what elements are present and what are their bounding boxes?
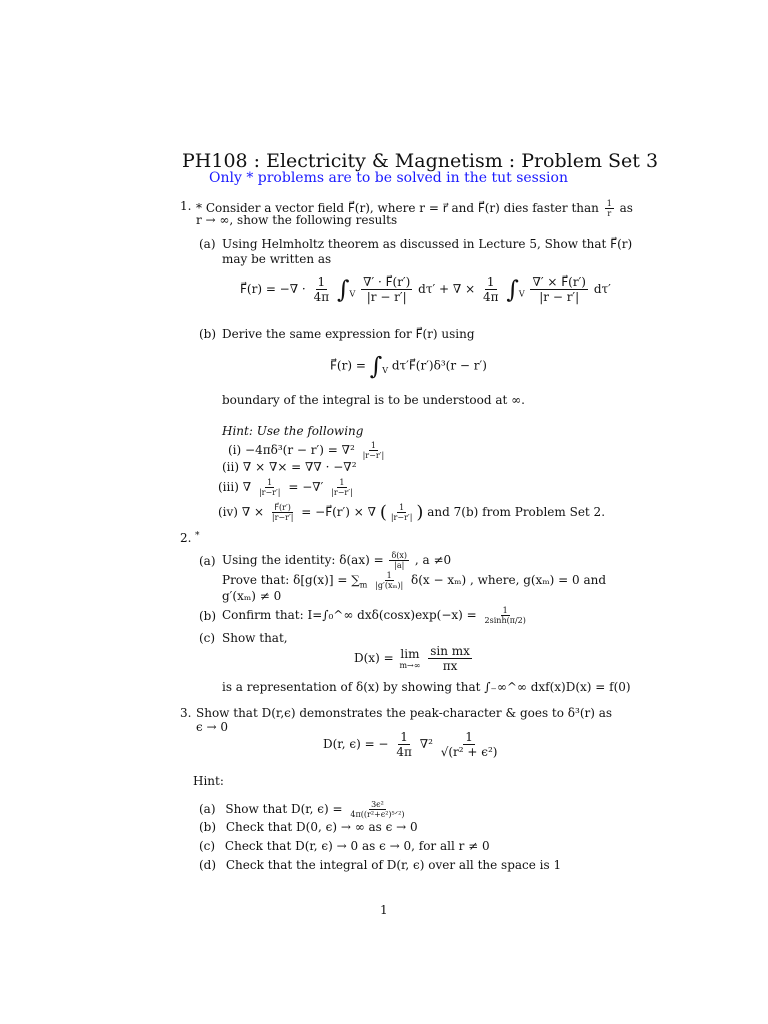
q2b-statement (222, 606, 530, 625)
frac-num: 1 (606, 199, 612, 208)
eq1-frac4 (530, 275, 588, 304)
eq2-lhs: F⃗(r) = (330, 358, 366, 373)
q3-eq-mid: ∇² (419, 737, 433, 751)
eq1-frac1 (312, 275, 332, 304)
q2-star: * (195, 531, 200, 541)
hint-frac (270, 503, 296, 522)
q3-eq-lhs: D(r, ϵ) = − (323, 737, 389, 751)
dirac-limit-equation (354, 644, 474, 673)
eq1-lhs: F⃗(r) = −∇ · (240, 282, 306, 296)
q1-line1-end: as (619, 201, 633, 215)
item-text: Check that D(0, ϵ) → ∞ as ϵ → 0 (225, 820, 418, 834)
frac-num: 1 (267, 478, 273, 487)
frac-den: 4π (396, 745, 412, 759)
hint-label: (ii) (222, 460, 240, 474)
q2a-identity (222, 551, 451, 570)
frac-den: |r−r′| (390, 513, 413, 522)
frac-num: δ(x) (391, 551, 408, 560)
q2a-condition: g′(xₘ) ≠ 0 (222, 589, 282, 603)
frac-num: 1 (400, 730, 408, 744)
hint-heading: Hint: Use the following (222, 424, 364, 438)
hint-label: (iv) (218, 505, 238, 519)
q2a-label: (a) (199, 554, 216, 568)
q3-line1: Show that D(r,ϵ) demonstrates the peak-character & goes to δ³(r) as (196, 706, 613, 720)
q2a-prove-text: Prove that: δ[g(x)] = ∑ (222, 573, 360, 587)
frac-num: ∇′ · F⃗(r′) (363, 275, 411, 289)
q1-one-over-r (605, 199, 614, 218)
lim-word: lim (400, 647, 420, 661)
q1b-label: (b) (199, 327, 217, 341)
integral-sign: ∫ (369, 352, 383, 380)
limit (399, 647, 420, 670)
q1a-text-line1: Using Helmholtz theorem as discussed in Lecture 5, Show that F⃗(r) (222, 237, 633, 251)
frac-num: 1 (399, 503, 405, 512)
q3-number: 3. (180, 706, 192, 720)
frac-den: √(r² + ϵ²) (440, 745, 498, 759)
q1a-text-line2: may be written as (222, 252, 332, 266)
q2a-prove-frac (373, 571, 405, 590)
item-text: Check that the integral of D(r, ϵ) over all the space is 1 (225, 858, 562, 872)
frac-den: πx (442, 659, 458, 673)
page-title: PH108 : Electricity & Magnetism : Problem Set 3 (182, 150, 659, 172)
q1-statement-line2: r → ∞, show the following results (196, 213, 398, 227)
integral-sign: ∫ (506, 275, 519, 304)
integral-domain: V (349, 289, 356, 299)
frac-num: 1 (370, 441, 376, 450)
hint-text: −4πδ³(r − r′) = ∇² (245, 443, 355, 457)
frac-den: |r−r′| (331, 488, 353, 497)
eq1-frac3 (481, 275, 501, 304)
q3-hint-heading: Hint: (193, 774, 224, 788)
sum-index: m (359, 580, 368, 590)
q2a-prove-after: δ(x − xₘ) , where, g(xₘ) = 0 and (411, 573, 607, 587)
frac-den: 4π (313, 290, 330, 304)
q2c-lhs: D(x) = (354, 651, 394, 665)
frac-den: 4π((r²+ϵ²)⁵ᐟ²) (350, 810, 405, 819)
hint-ii (222, 460, 357, 475)
frac-num: 1 (465, 730, 473, 744)
frac-num: 3ϵ² (371, 800, 384, 809)
item-label: (d) (199, 858, 217, 872)
item-label: (a) (199, 802, 216, 816)
q2c-representation: is a representation of δ(x) by showing that ∫₋∞^∞ dxf(x)D(x) = f(0) (222, 680, 631, 694)
frac-den: |r−r′| (271, 513, 294, 522)
q2a-after: , a ≠0 (414, 553, 452, 567)
frac-num: F⃗(r′) (274, 503, 291, 512)
frac-den: |r − r′| (539, 290, 580, 304)
q3-eq-frac2 (439, 730, 500, 759)
item-label: (b) (199, 820, 217, 834)
hint-label: (iii) (218, 480, 239, 494)
hint-after: = −∇′ (288, 480, 324, 494)
paren-open: ( (379, 502, 387, 523)
q2-number: 2. (180, 531, 192, 545)
q1-number: 1. (180, 199, 192, 213)
hint-label: (i) (228, 443, 242, 457)
q1-line1-text: * Consider a vector field F⃗(r), where r = r⃗ and F⃗(r) dies faster than (196, 201, 599, 215)
eq1-mid: dτ′ + ∇ × (418, 282, 476, 296)
item-label: (c) (199, 839, 216, 853)
frac-num: 1 (502, 606, 508, 615)
hint-i (228, 441, 388, 460)
hint-after: = −F⃗(r′) × ∇ (301, 505, 376, 519)
hint-frac (361, 441, 387, 460)
q3-item-d (199, 858, 561, 873)
integral-domain: V (518, 289, 525, 299)
q1b-text: Derive the same expression for F⃗(r) using (222, 327, 475, 341)
eq2-rhs: dτ′F⃗(r′)δ³(r − r′) (391, 358, 487, 373)
q2c-label: (c) (199, 631, 216, 645)
hint-frac2 (329, 478, 355, 497)
frac-den: |a| (394, 561, 405, 570)
hint-text: ∇ (242, 480, 252, 494)
lim-sub: m→∞ (399, 661, 421, 670)
hint-text: ∇ × ∇× = ∇∇ · −∇² (242, 460, 357, 474)
q2c-frac (428, 644, 472, 673)
q3-line2: ϵ → 0 (196, 720, 229, 734)
frac-den: |r−r′| (362, 451, 385, 460)
q2b-frac (483, 606, 528, 625)
item-text: Check that D(r, ϵ) → 0 as ϵ → 0, for all r ≠ 0 (224, 839, 490, 853)
q2b-label: (b) (199, 609, 217, 623)
paren-close: ) (416, 502, 424, 523)
item-text: Show that D(r, ϵ) = (225, 802, 343, 816)
hint-frac (257, 478, 283, 497)
hint-iv (218, 503, 605, 522)
hint-tail: and 7(b) from Problem Set 2. (427, 505, 606, 519)
frac-num: 1 (339, 478, 345, 487)
boundary-note: boundary of the integral is to be understood at ∞. (222, 393, 525, 407)
page-number: 1 (380, 903, 388, 917)
item-frac (348, 800, 406, 819)
integral-sign: ∫ (336, 275, 350, 304)
frac-num: 1 (486, 275, 495, 289)
q1a-label: (a) (199, 237, 216, 251)
frac-den: 4π (482, 290, 499, 304)
q3-item-b (199, 820, 418, 835)
q2a-frac (389, 551, 409, 570)
integral-domain: V (382, 365, 388, 375)
peak-function-equation (323, 730, 502, 759)
frac-den: |r−r′| (258, 488, 281, 497)
q3-item-c (199, 839, 490, 854)
q2c-text: Show that, (222, 631, 288, 645)
frac-den: |r − r′| (366, 290, 407, 304)
eq1-frac2 (361, 275, 412, 304)
frac-den: 2sinh(π/2) (484, 616, 526, 625)
delta-representation-equation (330, 352, 487, 380)
eq1-end: dτ′ (593, 282, 611, 296)
frac-num: 1 (386, 571, 392, 580)
hint-text: ∇ × (241, 505, 265, 519)
tut-session-note: Only * problems are to be solved in the tut session (209, 170, 568, 186)
q3-eq-frac1 (394, 730, 414, 759)
frac-num: ∇′ × F⃗(r′) (532, 275, 586, 289)
hint-iii (218, 478, 357, 497)
frac-num: 1 (317, 275, 326, 289)
q3-item-a (199, 800, 408, 819)
frac-num: sin mx (430, 644, 470, 658)
frac-den: r (607, 209, 612, 218)
q2a-text: Using the identity: δ(ax) = (222, 553, 384, 567)
hint-frac2 (389, 503, 415, 522)
helmholtz-equation (240, 275, 611, 304)
q2b-text: Confirm that: I=∫₀^∞ dxδ(cosx)exp(−x) = (222, 608, 477, 622)
frac-den: |g′(xₘ)| (375, 581, 404, 590)
